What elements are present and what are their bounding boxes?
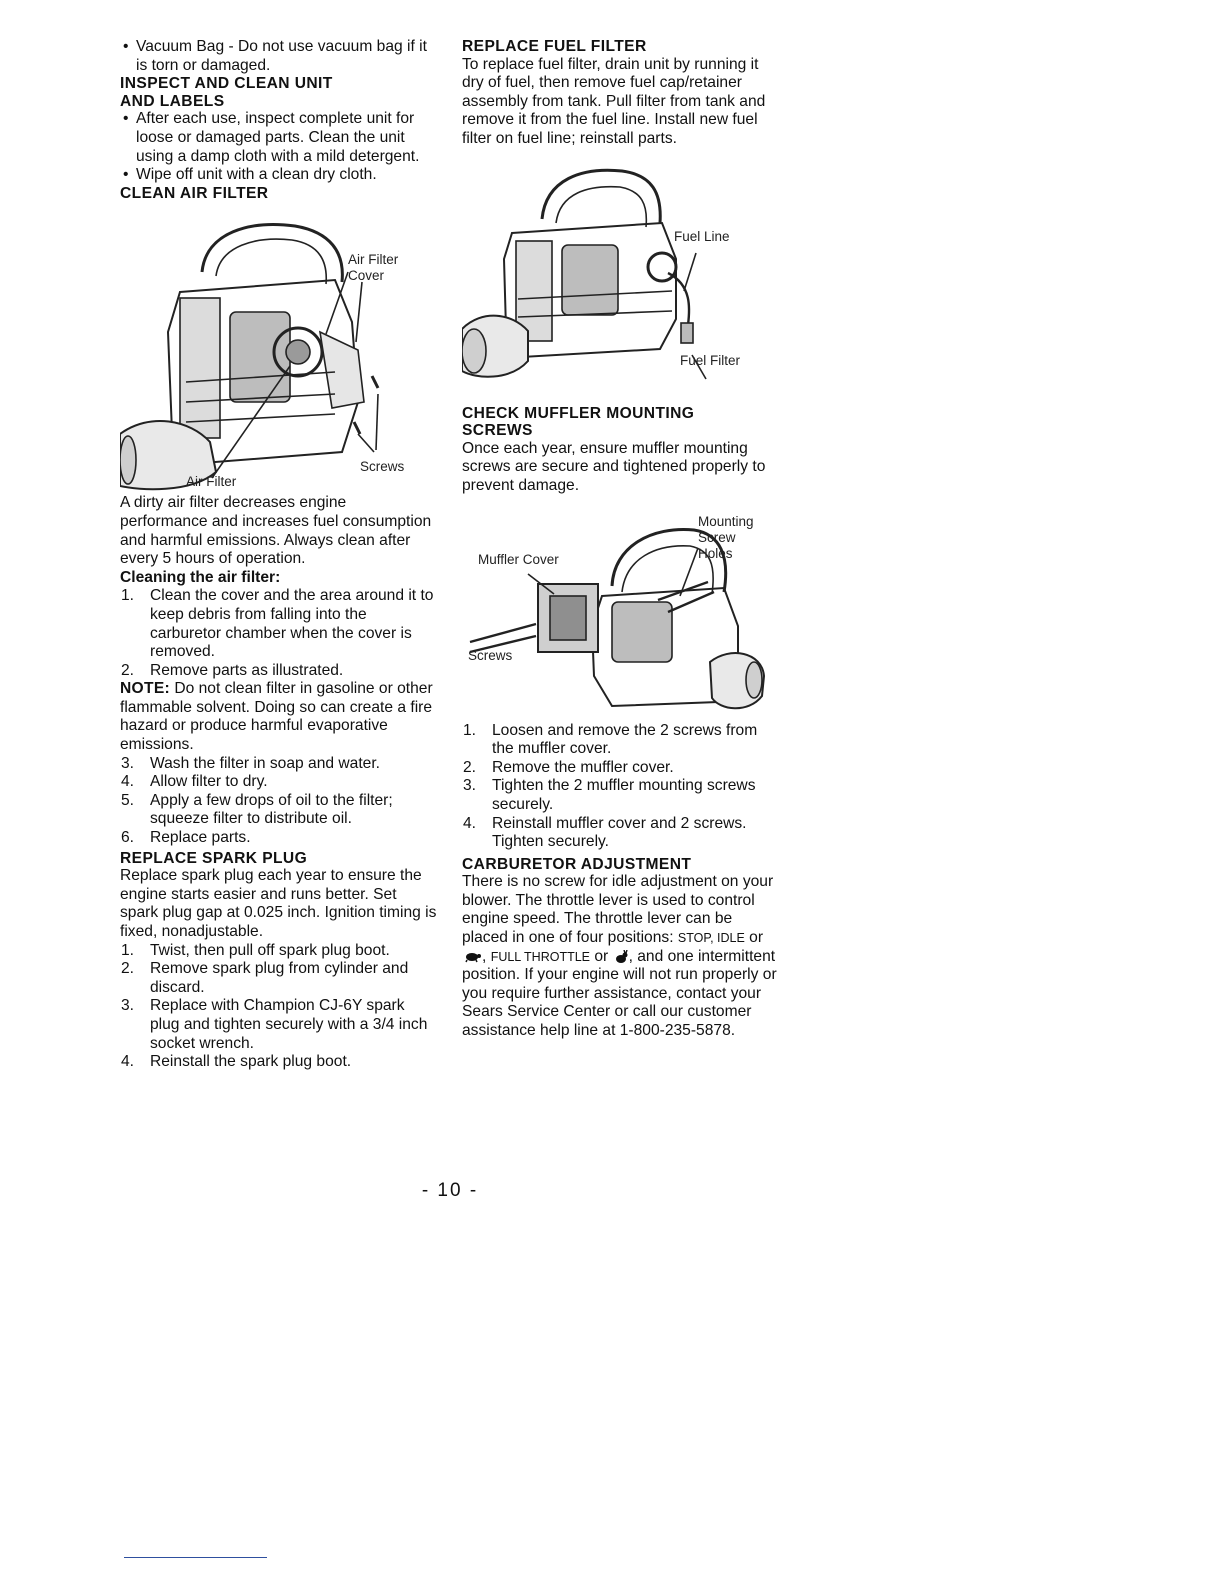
- step-number: 6.: [121, 829, 135, 847]
- or-text: or: [749, 929, 764, 947]
- step-number: 3.: [463, 777, 477, 795]
- spark-step: [120, 960, 438, 997]
- spark-step: [120, 942, 438, 961]
- fuel-filter-label: Fuel Filter: [680, 352, 741, 368]
- muffler-cover-label: Muffler Cover: [478, 551, 559, 567]
- muffler-steps: [462, 722, 780, 852]
- cleaning-step: [120, 662, 438, 681]
- screws-label: Screws: [360, 459, 405, 475]
- step-text: Clean the cover and the area around it to keep debris from falling into the carburetor chamber when the cover is removed.: [150, 587, 434, 661]
- muffler-step: [462, 722, 780, 759]
- spark-step: [120, 997, 438, 1053]
- comma-text: ,: [482, 947, 487, 965]
- muffler-figure: [462, 496, 780, 722]
- spark-plug-steps: [120, 942, 438, 1072]
- inspect-bullet-2: • Wipe off unit with a clean dry cloth.: [120, 166, 438, 185]
- step-text: Wash the filter in soap and water.: [150, 754, 380, 772]
- air-filter-figure: [120, 202, 438, 494]
- carburetor-paragraph: [462, 873, 780, 1040]
- cleaning-steps-b: [120, 755, 438, 848]
- carburetor-heading: CARBURETOR ADJUSTMENT: [462, 855, 692, 873]
- step-number: 2.: [121, 960, 135, 978]
- inspect-bullet-1: • After each use, inspect complete unit for loose or damaged parts. Clean the unit using a damp cloth with a mild detergent.: [120, 110, 438, 166]
- step-number: 1.: [463, 721, 477, 739]
- inspect-list: [120, 110, 438, 184]
- step-text: Tighten the 2 muffler mounting screws securely.: [492, 777, 756, 813]
- step-text: Allow filter to dry.: [150, 773, 268, 791]
- fuel-line-label: Fuel Line: [674, 228, 730, 244]
- inspect-heading-2: AND LABELS: [120, 92, 225, 110]
- step-number: 1.: [121, 941, 135, 959]
- step-number: 5.: [121, 791, 135, 809]
- air-filter-cover-label-2: Cover: [348, 268, 385, 284]
- step-number: 4.: [463, 814, 477, 832]
- note: [120, 680, 438, 754]
- carb-text-2: , and one intermittent position. If your engine will not run properly or you require further assistance, contact your Sears Service Center or call our customer assistance help line at 1-800-235-5878.: [462, 947, 777, 1040]
- cleaning-step: [120, 587, 438, 661]
- inspect-heading: INSPECT AND CLEAN UNIT: [120, 75, 333, 93]
- step-text: Reinstall muffler cover and 2 screws. Tighten securely.: [492, 814, 747, 851]
- step-text: Remove spark plug from cylinder and discard.: [150, 960, 409, 996]
- muffler-step: [462, 815, 780, 852]
- step-text: Replace with Champion CJ-6Y spark plug and tighten securely with a 3/4 inch socket wrench.: [150, 997, 428, 1052]
- turtle-icon: [462, 948, 482, 965]
- fuel-filter-figure: [462, 149, 780, 405]
- cleaning-step: [120, 773, 438, 792]
- stop-idle-text: STOP, IDLE: [677, 931, 745, 946]
- air-filter-paragraph: A dirty air filter decreases engine performance and increases fuel consumption and harmful emissions. Always clean after every 5 hours of operation.: [120, 494, 432, 568]
- step-number: 4.: [121, 773, 135, 791]
- air-filter-label: Air Filter: [186, 474, 237, 490]
- note-text: Do not clean filter in gasoline or other flammable solvent. Doing so can create a fire hazard or produce harmful evaporative emissions.: [120, 680, 433, 754]
- carb-text-1: There is no screw for idle adjustment on your blower. The throttle lever is used to control engine speed. The throttle lever can be placed in one of four positions:: [462, 873, 774, 947]
- cleaning-step: [120, 829, 438, 848]
- fuel-filter-paragraph: To replace fuel filter, drain unit by running it dry of fuel, then remove fuel cap/retainer assembly from tank. Pull filter from tank and remove it from the fuel line. Install new fuel filter on fuel line; reinstall parts.: [462, 55, 766, 147]
- cleaning-step: [120, 755, 438, 774]
- muffler-step: [462, 777, 780, 814]
- muffler-step: [462, 759, 780, 778]
- step-number: 3.: [121, 754, 135, 772]
- fuel-filter-heading: REPLACE FUEL FILTER: [462, 38, 647, 55]
- cleaning-subhead: Cleaning the air filter:: [120, 568, 281, 586]
- muffler-paragraph: Once each year, ensure muffler mounting screws are secure and tightened properly to prevent damage.: [462, 439, 766, 494]
- mounting-label-3: Holes: [698, 545, 733, 561]
- step-text: Apply a few drops of oil to the filter; squeeze filter to distribute oil.: [150, 791, 393, 828]
- vacuum-bag-bullet: • Vacuum Bag - Do not use vacuum bag if it is torn or damaged.: [120, 38, 438, 75]
- air-filter-cover-label: Air Filter: [348, 252, 399, 268]
- step-text: Twist, then pull off spark plug boot.: [150, 941, 390, 959]
- rabbit-icon: [613, 948, 629, 965]
- left-column: [120, 38, 438, 1072]
- air-filter-heading: CLEAN AIR FILTER: [120, 184, 269, 202]
- page-number: - 10 -: [421, 1180, 479, 1201]
- muffler-screws-label: Screws: [468, 647, 513, 663]
- step-number: 1.: [121, 587, 135, 605]
- step-text: Remove the muffler cover.: [492, 758, 674, 776]
- muffler-heading: CHECK MUFFLER MOUNTING: [462, 404, 695, 422]
- mounting-label-2: Screw: [698, 529, 736, 545]
- step-text: Loosen and remove the 2 screws from the muffler cover.: [492, 721, 758, 758]
- full-throttle-text: FULL THROTTLE: [490, 949, 591, 964]
- spark-plug-paragraph: Replace spark plug each year to ensure the engine starts easier and runs better. Set spark plug gap at 0.025 inch. Ignition timing is fixed, nonadjustable.: [120, 867, 437, 940]
- spark-plug-heading: REPLACE SPARK PLUG: [120, 849, 308, 867]
- blower-air-filter-illustration: [120, 202, 438, 494]
- step-number: 2.: [463, 758, 477, 776]
- step-number: 3.: [121, 997, 135, 1015]
- footer-rule: [124, 1557, 267, 1558]
- mounting-label: Mounting: [698, 513, 754, 529]
- vacuum-bag-list: [120, 38, 438, 75]
- or-text-2: or: [594, 947, 609, 965]
- muffler-heading-2: SCREWS: [462, 422, 533, 440]
- note-label: NOTE:: [120, 680, 171, 698]
- step-number: 4.: [121, 1053, 135, 1071]
- spark-step: [120, 1053, 438, 1072]
- step-text: Reinstall the spark plug boot.: [150, 1053, 352, 1071]
- cleaning-step: [120, 792, 438, 829]
- right-column: [462, 38, 780, 1041]
- cleaning-steps-a: [120, 587, 438, 680]
- step-number: 2.: [121, 661, 135, 679]
- step-text: Replace parts.: [150, 829, 251, 847]
- step-text: Remove parts as illustrated.: [150, 661, 344, 679]
